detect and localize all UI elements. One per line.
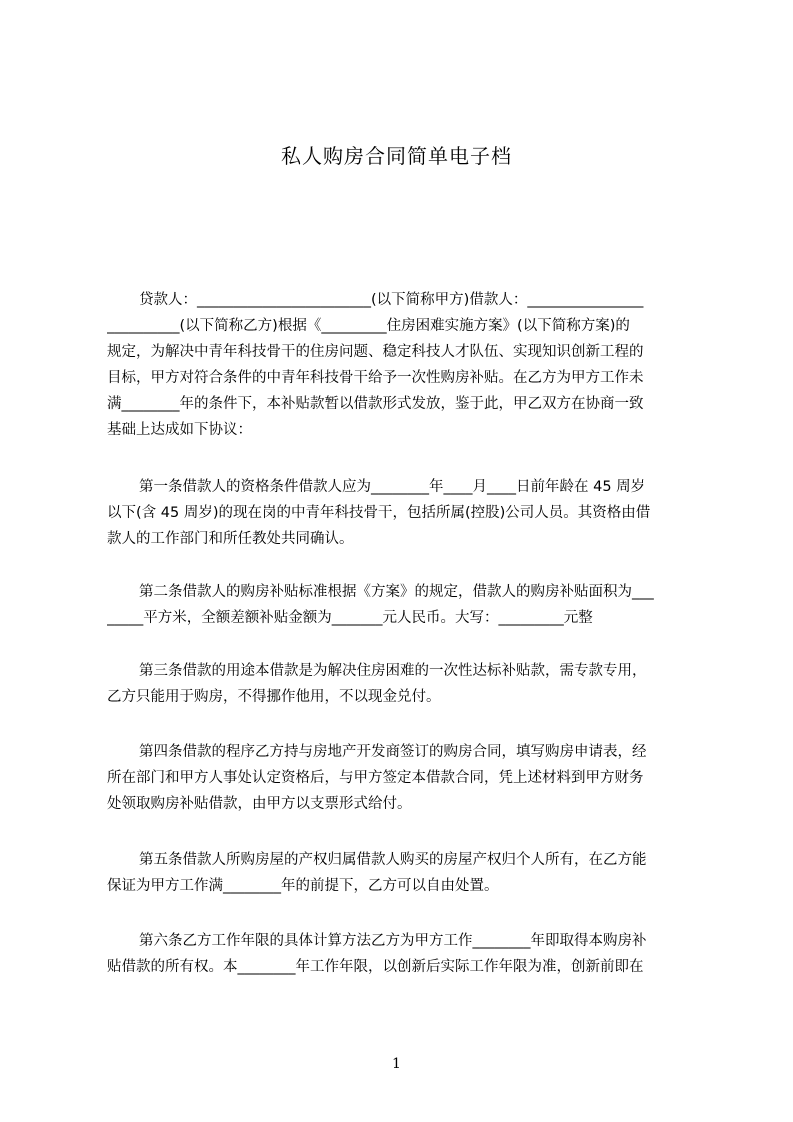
text-line: 第一条借款人的资格条件借款人应为________年____月____日前年龄在 45 周岁 [139, 479, 646, 495]
text-line: 第五条借款人所购房屋的产权归属借款人购买的房屋产权归个人所有，在乙方能 [139, 852, 647, 868]
text-line: 第六条乙方工作年限的具体计算方法乙方为甲方工作________年即取得本购房补 [139, 933, 647, 949]
text-line: 保证为甲方工作满________年的前提下，乙方可以自由处置。 [107, 878, 499, 894]
text-line: __________(以下简称乙方)根据《_________住房困难实施方案》(以下简称方案)的 [107, 318, 630, 334]
text-line: 基础上达成如下协议： [107, 422, 252, 438]
document-title: 私人购房合同简单电子档 [281, 144, 512, 168]
paragraph-article-5 [107, 847, 700, 899]
paragraph-article-2 [107, 579, 700, 631]
text-line: 第四条借款的程序乙方持与房地产开发商签订的购房合同，填写购房申请表，经 [139, 744, 647, 760]
text-line: 处领取购房补贴借款，由甲方以支票形式给付。 [107, 796, 412, 812]
paragraph-article-4 [107, 739, 700, 817]
text-line: _____平方米，全额差额补贴金额为_______元人民币。大写：_________元整 [107, 610, 593, 626]
paragraph-preamble [107, 287, 700, 443]
text-line: 满________年的条件下，本补贴款暂以借款形式发放，鉴于此，甲乙双方在协商一致 [107, 396, 644, 412]
text-line: 规定，为解决中青年科技骨干的住房问题、稳定科技人才队伍、实现知识创新工程的 [107, 344, 644, 360]
text-line: 以下(含 45 周岁)的现在岗的中青年科技骨干，包括所属(控股)公司人员。其资格由借 [107, 505, 651, 521]
paragraph-article-1 [107, 474, 700, 552]
text-line: 款人的工作部门和所任教处共同确认。 [107, 531, 354, 547]
text-line: 第三条借款的用途本借款是为解决住房困难的一次性达标补贴款，需专款专用， [139, 663, 647, 679]
page-number: 1 [392, 1056, 401, 1072]
paragraph-article-6 [107, 928, 700, 980]
text-line: 贷款人：________________________(以下简称甲方)借款人：________________ [139, 292, 644, 308]
text-line: 乙方只能用于购房，不得挪作他用，不以现金兑付。 [107, 689, 441, 705]
text-line: 第二条借款人的购房补贴标准根据《方案》的规定，借款人的购房补贴面积为___ [139, 584, 654, 600]
text-line: 贴借款的所有权。本________年工作年限，以创新后实际工作年限为准，创新前即在 [107, 959, 644, 975]
text-line: 目标，甲方对符合条件的中青年科技骨干给予一次性购房补贴。在乙方为甲方工作未 [107, 370, 644, 386]
paragraph-article-3 [107, 658, 700, 710]
text-line: 所在部门和甲方人事处认定资格后，与甲方签定本借款合同，凭上述材料到甲方财务 [107, 770, 644, 786]
